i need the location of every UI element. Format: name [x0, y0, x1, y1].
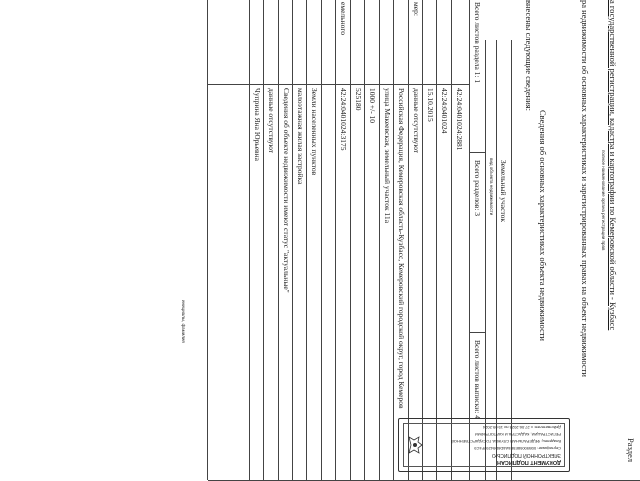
row-rule: [335, 0, 336, 480]
row-rule: [436, 0, 437, 480]
table-rule: [485, 40, 486, 480]
row-rule: [292, 0, 293, 480]
row-label: емельного: [339, 2, 348, 35]
row-rule: [321, 0, 322, 480]
row-rule: [364, 0, 365, 480]
stamp-validity: Действителен: с 27.06.2023 по 19.09.2024: [483, 425, 561, 430]
row-value: 1000 +/- 10: [368, 88, 377, 124]
row-value: улица Макеевская, земельный участок 11а: [383, 88, 392, 224]
stamp-subtitle: ЭЛЕКТРОННОЙ ПОДПИСЬЮ: [491, 452, 561, 458]
object-kind-caption: вид объекта недвижимости: [489, 158, 494, 216]
row-rule: [422, 0, 423, 480]
row-value: 525180: [354, 88, 363, 111]
sections-counter: Всего разделов: 3: [473, 160, 482, 217]
e-signature-stamp: [398, 418, 570, 472]
table-rule: [207, 0, 208, 480]
stamp-owner: РЕГИСТРАЦИИ, КАДАСТРА И КАРТОГРАФИИ: [474, 432, 561, 437]
row-label: мер:: [412, 2, 421, 16]
signature-caption: инициалы, фамилия: [181, 300, 186, 343]
emblem-icon: [407, 436, 423, 454]
entered-text: внесены следующие сведения:: [524, 0, 534, 112]
table-rule: [470, 152, 486, 153]
row-rule: [379, 0, 380, 480]
table-rule: [470, 332, 486, 333]
row-rule: [263, 0, 264, 480]
stamp-owner: Владелец: ФЕДЕРАЛЬНАЯ СЛУЖБА ГОСУДАРСТВЕННОЙ: [450, 439, 561, 444]
table-rule: [496, 40, 497, 480]
object-kind: Земельный участок: [499, 160, 508, 223]
row-rule: [408, 0, 409, 480]
row-rule: [306, 0, 307, 480]
table-rule: [208, 84, 470, 85]
row-rule: [393, 0, 394, 480]
sheets-total: Всего листов выписки: 4: [473, 340, 482, 419]
sheet-counter: Всего листов раздела 1: 1: [473, 2, 482, 84]
row-value: 42:24:0401024:3175: [339, 88, 348, 151]
row-rule: [451, 0, 452, 480]
agency-name: а государственной регистрации, кадастра и картографии по Кемеровской области - Кузбасс: [608, 0, 618, 331]
row-value: малоэтажная жилая застройка: [296, 88, 305, 185]
row-value: 42:24:0401024:2881: [455, 88, 464, 151]
row-value: Земли населенных пунктов: [310, 88, 319, 176]
row-value: Сведения об объекте недвижимости имеют статус "актуальные": [282, 88, 291, 293]
table-rule: [469, 0, 470, 480]
stamp-title: ДОКУМЕНТ ПОДПИСАН: [497, 459, 561, 465]
stamp-certificate: Сертификат: 00B90058E5E6A6D8D94292F4C9: [474, 446, 561, 451]
row-value: данные отсутствуют: [267, 88, 276, 154]
row-rule: [350, 0, 351, 480]
extract-title: ра недвижимости об основных характеристиках и зарегистрированных правах на объект недвижимости: [580, 0, 590, 377]
table-rule: [511, 40, 512, 480]
row-rule: [249, 0, 250, 480]
row-value: Российская Федерация, Кемеровская область-Кузбасс, Кемеровский городской округ, город Кемеров: [397, 88, 406, 409]
agency-caption: полное наименование органа регистрации прав: [601, 150, 606, 251]
section-label: Раздел: [626, 438, 636, 463]
row-rule: [278, 0, 279, 480]
section-title: Сведения об основных характеристиках объекта недвижимости: [538, 110, 548, 341]
row-value: 15.10.2015: [426, 88, 435, 122]
row-value: 42:24:0401024: [440, 88, 449, 134]
row-value: данные отсутствуют: [412, 88, 421, 154]
row-value: Чуприна Яна Юрьевна: [253, 88, 262, 161]
